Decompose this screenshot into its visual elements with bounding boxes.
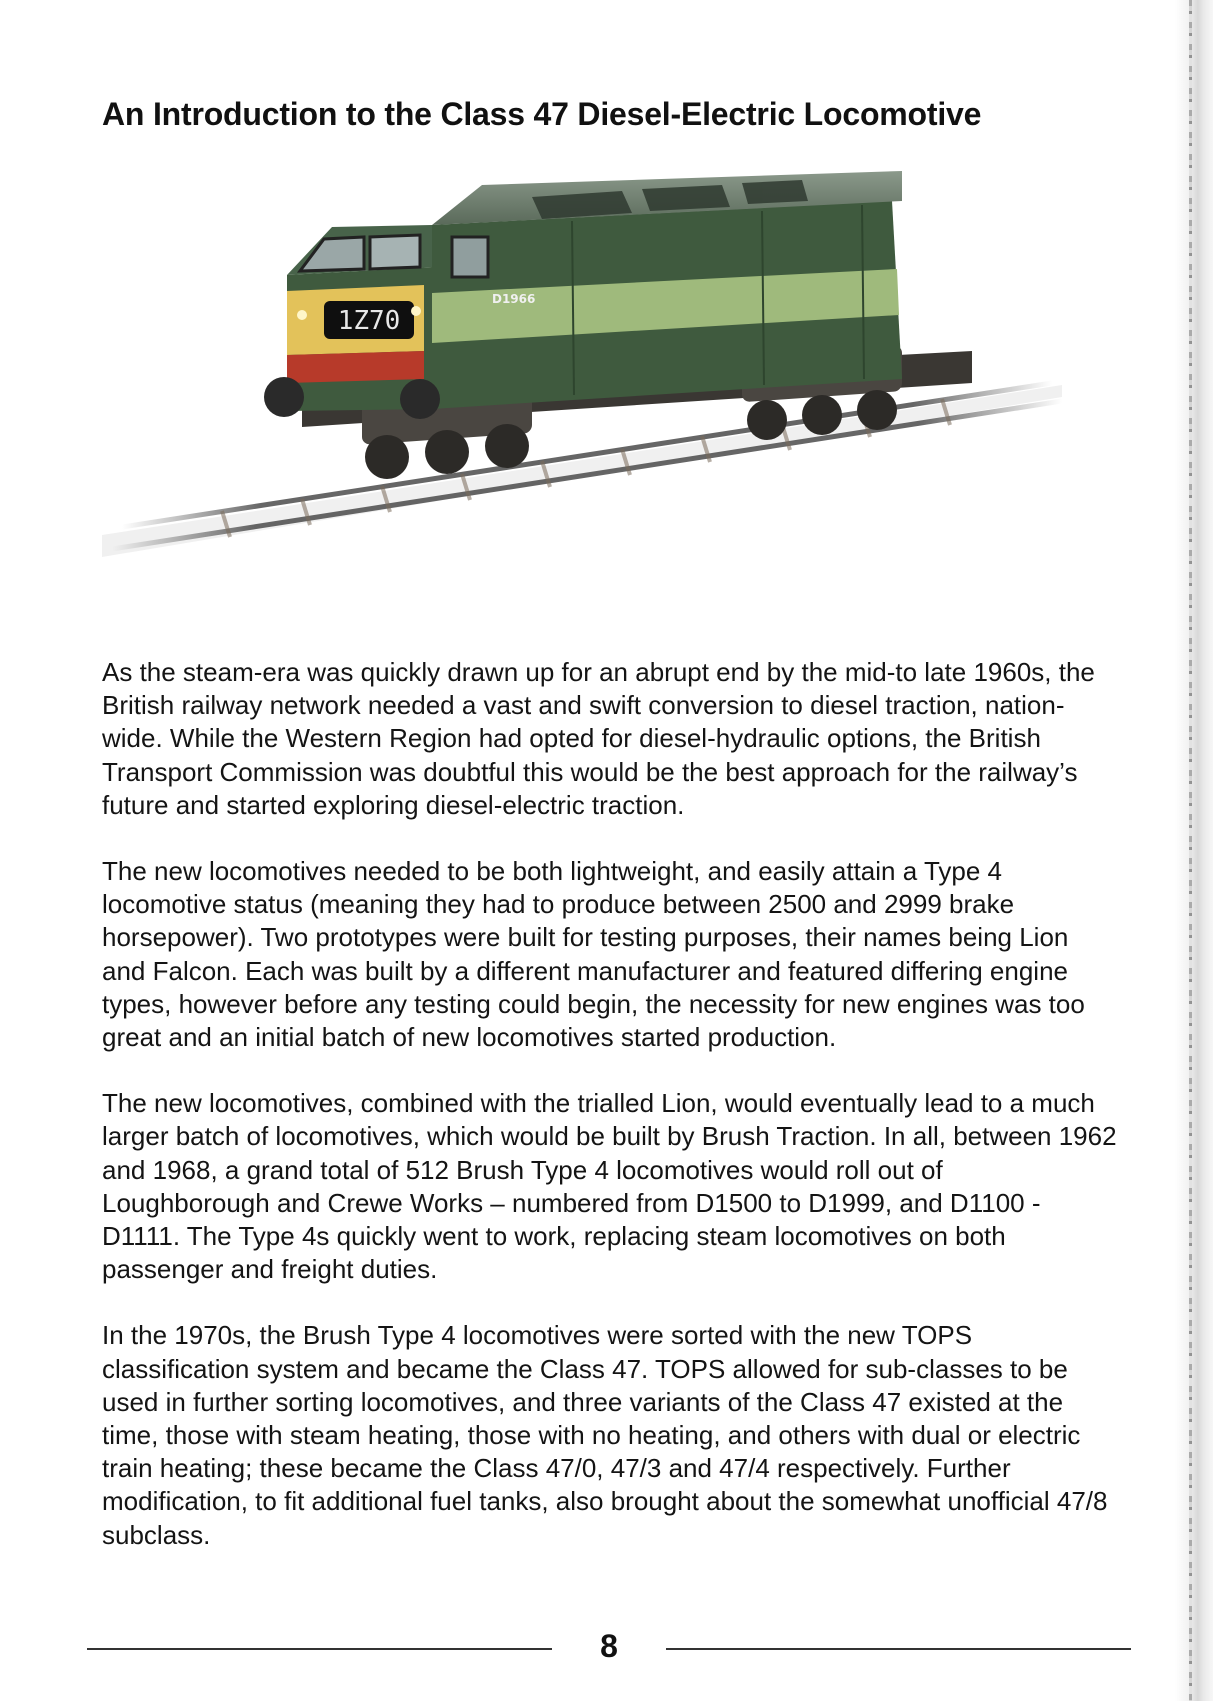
page-number: 8 bbox=[600, 1628, 618, 1664]
locomotive-illustration bbox=[102, 165, 1062, 615]
page-title: An Introduction to the Class 47 Diesel-Electric Locomotive bbox=[102, 96, 982, 132]
running-number: D1966 bbox=[492, 292, 536, 306]
locomotive-body bbox=[264, 171, 902, 419]
track bbox=[102, 383, 1062, 557]
paragraph: The new locomotives needed to be both lightweight, and easily attain a Type 4 locomotive status (meaning they had to produce between 2500 and 2999 brake horsepower). Two prototypes were built for testing purposes, their names being Lion and Falcon. Each was built by a different manufacturer and featured differing engine types, however before any testing could begin, the necessity for new engines was too great and an initial batch of new locomotives started production. bbox=[102, 856, 1085, 1053]
torn-paper-edge bbox=[1175, 0, 1213, 1701]
footer-rule-left bbox=[87, 1648, 552, 1650]
body-text bbox=[102, 656, 1117, 1585]
paragraph: In the 1970s, the Brush Type 4 locomotives were sorted with the new TOPS classification system and became the Class 47. TOPS allowed for sub-classes to be used in further sorting locomotives, and three variants of the Class 47 existed at the time, those with steam heating, those with no heating, and others with dual or electric train heating; these became the Class 47/0, 47/3 and 47/4 respectively. Further modification, to fit additional fuel tanks, also brought about the somewhat unofficial 47/8 subclass. bbox=[102, 1320, 1108, 1550]
headcode-text: 1Z70 bbox=[337, 306, 401, 336]
paragraph: As the steam-era was quickly drawn up for an abrupt end by the mid-to late 1960s, the British railway network needed a vast and swift conversion to diesel traction, nation-wide. While the Western Region had opted for diesel-hydraulic options, the British Transport Commission was doubtful this would be the best approach for the railway’s future and started exploring diesel-electric traction. bbox=[102, 657, 1095, 820]
paragraph: The new locomotives, combined with the trialled Lion, would eventually lead to a much larger batch of locomotives, which would be built by Brush Traction. In all, between 1962 and 1968, a grand total of 512 Brush Type 4 locomotives would roll out of Loughborough and Crewe Works – numbered from D1500 to D1999, and D1100 - D1111. The Type 4s quickly went to work, replacing steam locomotives on both passenger and freight duties. bbox=[102, 1088, 1117, 1285]
footer-rule-right bbox=[666, 1648, 1131, 1650]
